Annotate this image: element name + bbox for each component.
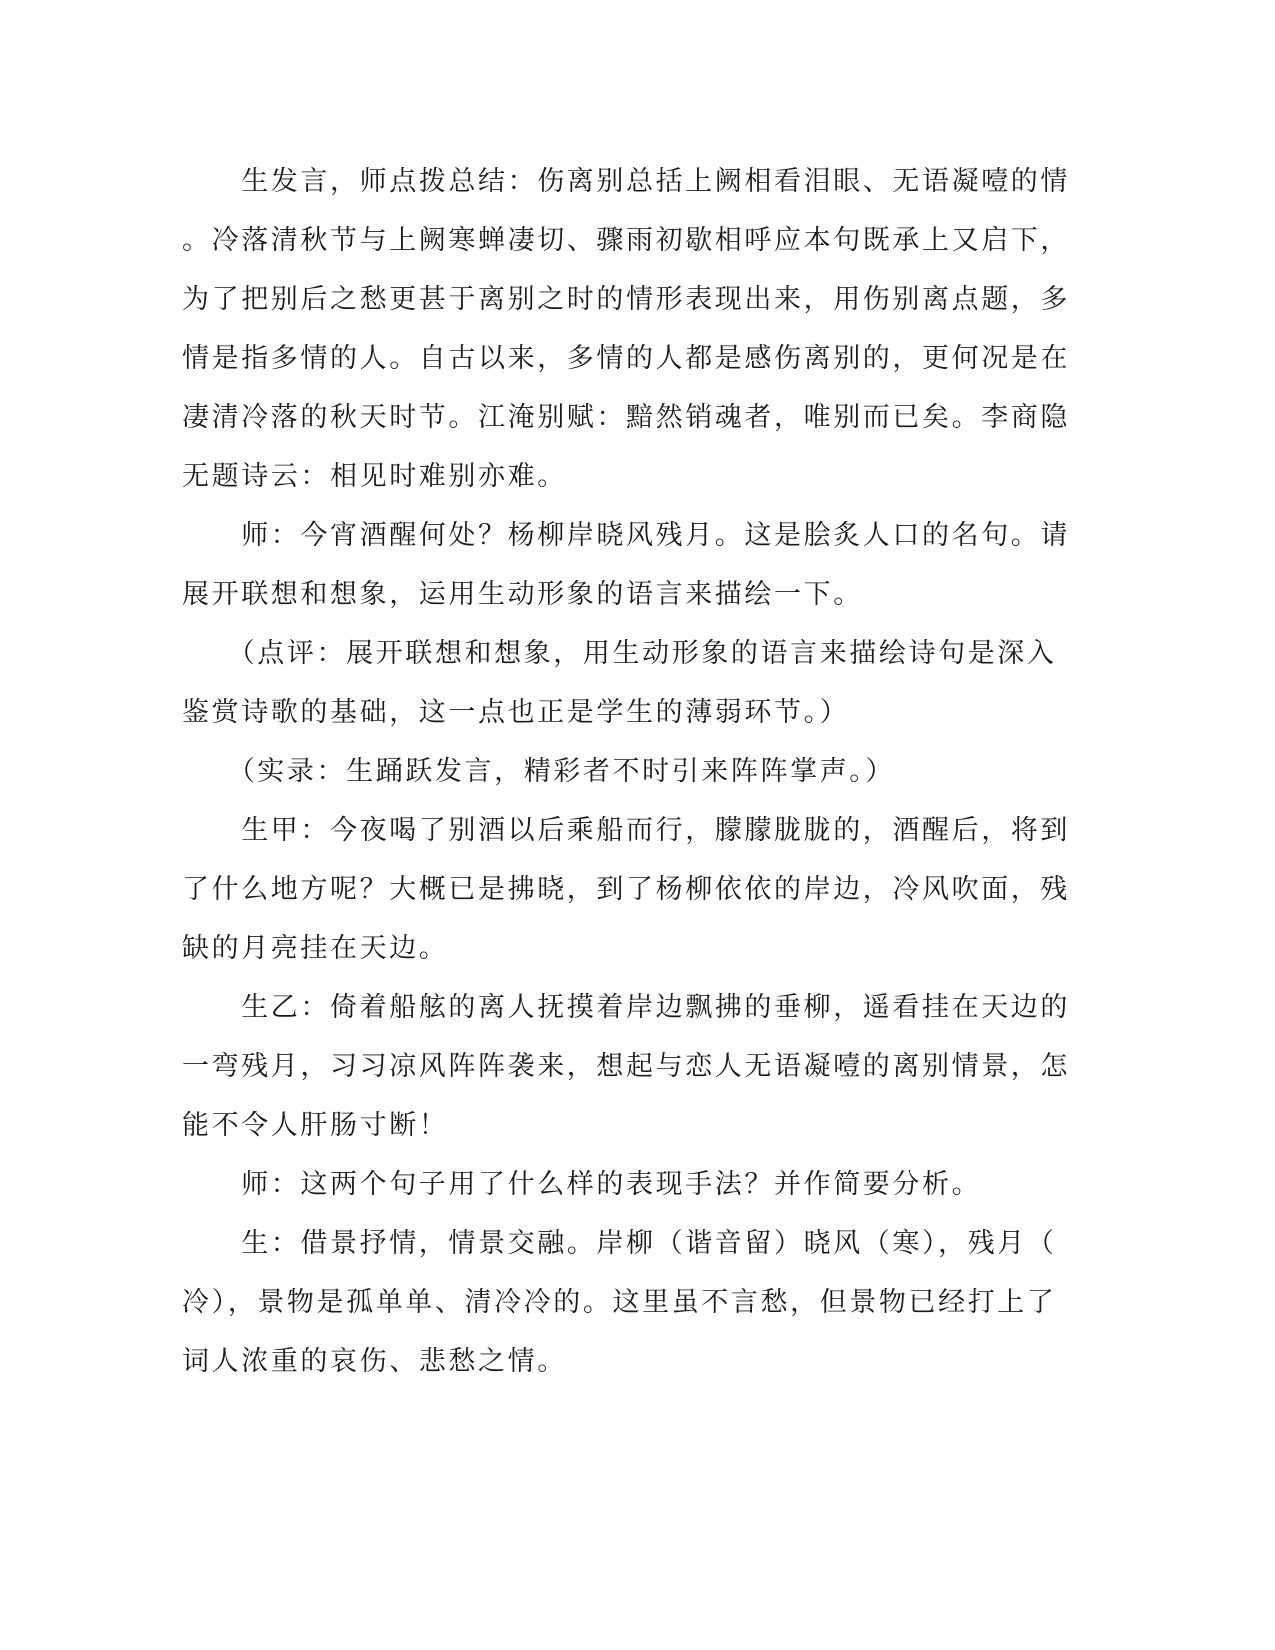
text-line: （点评：展开联想和想象，用生动形象的语言来描绘诗句是深入 bbox=[182, 638, 1057, 669]
text-line: （实录：生踊跃发言，精彩者不时引来阵阵掌声。） bbox=[182, 756, 895, 787]
text-line: 鉴赏诗歌的基础，这一点也正是学生的薄弱环节。） bbox=[182, 697, 850, 728]
text-line: 师：这两个句子用了什么样的表现手法？并作简要分析。 bbox=[182, 1169, 982, 1200]
text-line: 师：今宵酒醒何处？杨柳岸晓风残月。这是脍炙人口的名句。请 bbox=[182, 520, 1070, 551]
text-line: 无题诗云：相见时难别亦难。 bbox=[182, 461, 567, 492]
text-line: 一弯残月，习习凉风阵阵袭来，想起与恋人无语凝噎的离别情景，怎 bbox=[182, 1051, 1070, 1082]
text-line: 词人浓重的哀伤、悲愁之情。 bbox=[182, 1346, 567, 1377]
text-line: 生发言，师点拨总结：伤离别总括上阙相看泪眼、无语凝噎的情 bbox=[182, 166, 1070, 197]
text-line: 生甲：今夜喝了别酒以后乘船而行，朦朦胧胧的，酒醒后，将到 bbox=[182, 815, 1070, 846]
text-line: 缺的月亮挂在天边。 bbox=[182, 933, 449, 964]
text-line: 生乙：倚着船舷的离人抚摸着岸边飘拂的垂柳，遥看挂在天边的 bbox=[182, 992, 1070, 1023]
text-line: 凄清冷落的秋天时节。江淹别赋：黯然销魂者，唯别而已矣。李商隐 bbox=[182, 402, 1070, 433]
text-line: 能不令人肝肠寸断！ bbox=[182, 1110, 449, 1141]
text-line: 为了把别后之愁更甚于离别之时的情形表现出来，用伤别离点题，多 bbox=[182, 284, 1070, 315]
text-line: 展开联想和想象，运用生动形象的语言来描绘一下。 bbox=[182, 579, 863, 610]
text-line: 冷），景物是孤单单、清冷冷的。这里虽不言愁，但景物已经打上了 bbox=[182, 1287, 1057, 1318]
text-line: 了什么地方呢？大概已是拂晓，到了杨柳依依的岸边，冷风吹面，残 bbox=[182, 874, 1070, 905]
text-line: 。冷落清秋节与上阙寒蝉凄切、骤雨初歇相呼应本句既承上又启下， bbox=[182, 225, 1070, 256]
text-line: 生：借景抒情，情景交融。岸柳（谐音留）晓风（寒），残月（ bbox=[182, 1228, 1057, 1259]
text-line: 情是指多情的人。自古以来，多情的人都是感伤离别的，更何况是在 bbox=[182, 343, 1070, 374]
